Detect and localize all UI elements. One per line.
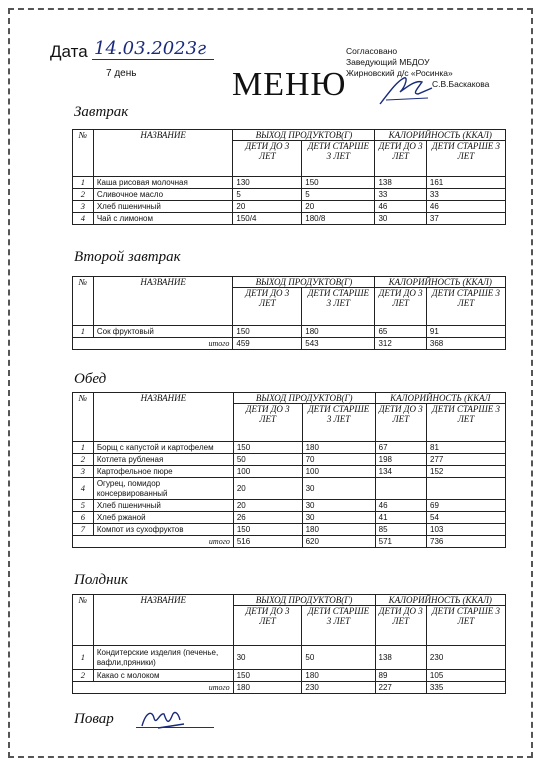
table-row: 1 Борщ с капустой и картофелем 150 180 67 81 [73, 442, 506, 454]
col-num: № [73, 130, 94, 177]
col-num: № [73, 393, 94, 442]
total-row: итого 459 543 312 368 [73, 338, 506, 350]
table-row: 7 Компот из сухофруктов 150 180 85 103 [73, 524, 506, 536]
col-young: ДЕТИ ДО 3 ЛЕТ [233, 141, 302, 177]
col-young: ДЕТИ ДО 3 ЛЕТ [375, 141, 426, 177]
table-row: 6 Хлеб ржаной 26 30 41 54 [73, 512, 506, 524]
col-yield: ВЫХОД ПРОДУКТОВ(Г) [233, 130, 375, 141]
col-name: НАЗВАНИЕ [93, 595, 233, 646]
approval-line: Жирновский д/с «Росинка» [346, 68, 453, 78]
col-old: ДЕТИ СТАРШЕ 3 ЛЕТ [427, 404, 506, 442]
col-young: ДЕТИ ДО 3 ЛЕТ [375, 606, 426, 646]
table-row: 4 Огурец, помидор консервированный 20 30 [73, 478, 506, 500]
col-old: ДЕТИ СТАРШЕ 3 ЛЕТ [302, 404, 375, 442]
table-lunch [72, 392, 506, 548]
page-title: МЕНЮ [232, 66, 347, 103]
section-title-lunch: Обед [74, 371, 107, 387]
cook-label: Повар [74, 711, 114, 727]
col-calories: КАЛОРИЙНОСТЬ (ККАЛ) [375, 277, 506, 288]
cook-signature [138, 706, 188, 732]
table-snack [72, 594, 506, 694]
col-young: ДЕТИ ДО 3 ЛЕТ [233, 606, 302, 646]
table-row: 1 Каша рисовая молочная 130 150 138 161 [73, 177, 506, 189]
approval-line: Заведующий МБДОУ [346, 57, 430, 67]
table-second-breakfast [72, 276, 506, 350]
date-value: 14.03.2023г [92, 38, 214, 60]
section-title-second-breakfast: Второй завтрак [74, 249, 181, 265]
col-young: ДЕТИ ДО 3 ЛЕТ [375, 288, 426, 326]
approval-signature [378, 72, 434, 108]
table-breakfast [72, 129, 506, 225]
col-name: НАЗВАНИЕ [93, 393, 233, 442]
col-num: № [73, 595, 94, 646]
col-calories: КАЛОРИЙНОСТЬ (ККАЛ) [375, 130, 506, 141]
total-row: итого 180 230 227 335 [73, 682, 506, 694]
table-row: 4 Чай с лимоном 150/4 180/8 30 37 [73, 213, 506, 225]
col-old: ДЕТИ СТАРШЕ 3 ЛЕТ [302, 141, 375, 177]
section-title-snack: Полдник [74, 572, 129, 588]
col-calories: КАЛОРИЙНОСТЬ (ККАЛ [375, 393, 505, 404]
col-old: ДЕТИ СТАРШЕ 3 ЛЕТ [426, 606, 505, 646]
col-young: ДЕТИ ДО 3 ЛЕТ [233, 288, 302, 326]
col-young: ДЕТИ ДО 3 ЛЕТ [233, 404, 302, 442]
section-title-breakfast: Завтрак [74, 104, 129, 120]
col-old: ДЕТИ СТАРШЕ 3 ЛЕТ [426, 288, 505, 326]
table-row: 3 Картофельное пюре 100 100 134 152 [73, 466, 506, 478]
col-num: № [73, 277, 94, 326]
col-yield: ВЫХОД ПРОДУКТОВ(Г) [233, 277, 375, 288]
col-name: НАЗВАНИЕ [93, 277, 233, 326]
col-young: ДЕТИ ДО 3 ЛЕТ [375, 404, 426, 442]
approval-line: С.В.Баскакова [432, 79, 490, 89]
table-row: 1 Кондитерские изделия (печенье, вафли,пряники) 30 50 138 230 [73, 646, 506, 670]
col-calories: КАЛОРИЙНОСТЬ (ККАЛ) [375, 595, 505, 606]
table-row: 2 Сливочное масло 5 5 33 33 [73, 189, 506, 201]
col-old: ДЕТИ СТАРШЕ 3 ЛЕТ [426, 141, 505, 177]
table-row: 5 Хлеб пшеничный 20 30 46 69 [73, 500, 506, 512]
col-yield: ВЫХОД ПРОДУКТОВ(Г) [233, 595, 375, 606]
day-label: 7 день [106, 68, 137, 79]
date-label: Дата [50, 42, 88, 61]
col-name: НАЗВАНИЕ [93, 130, 233, 177]
total-row: итого 516 620 571 736 [73, 536, 506, 548]
col-yield: ВЫХОД ПРОДУКТОВ(Г) [233, 393, 375, 404]
col-old: ДЕТИ СТАРШЕ 3 ЛЕТ [302, 288, 375, 326]
approval-line: Согласовано [346, 46, 398, 56]
table-row: 1 Сок фруктовый 150 180 65 91 [73, 326, 506, 338]
col-old: ДЕТИ СТАРШЕ 3 ЛЕТ [302, 606, 375, 646]
table-row: 3 Хлеб пшеничный 20 20 46 46 [73, 201, 506, 213]
table-row: 2 Котлета рубленая 50 70 198 277 [73, 454, 506, 466]
table-row: 2 Какао с молоком 150 180 89 105 [73, 670, 506, 682]
